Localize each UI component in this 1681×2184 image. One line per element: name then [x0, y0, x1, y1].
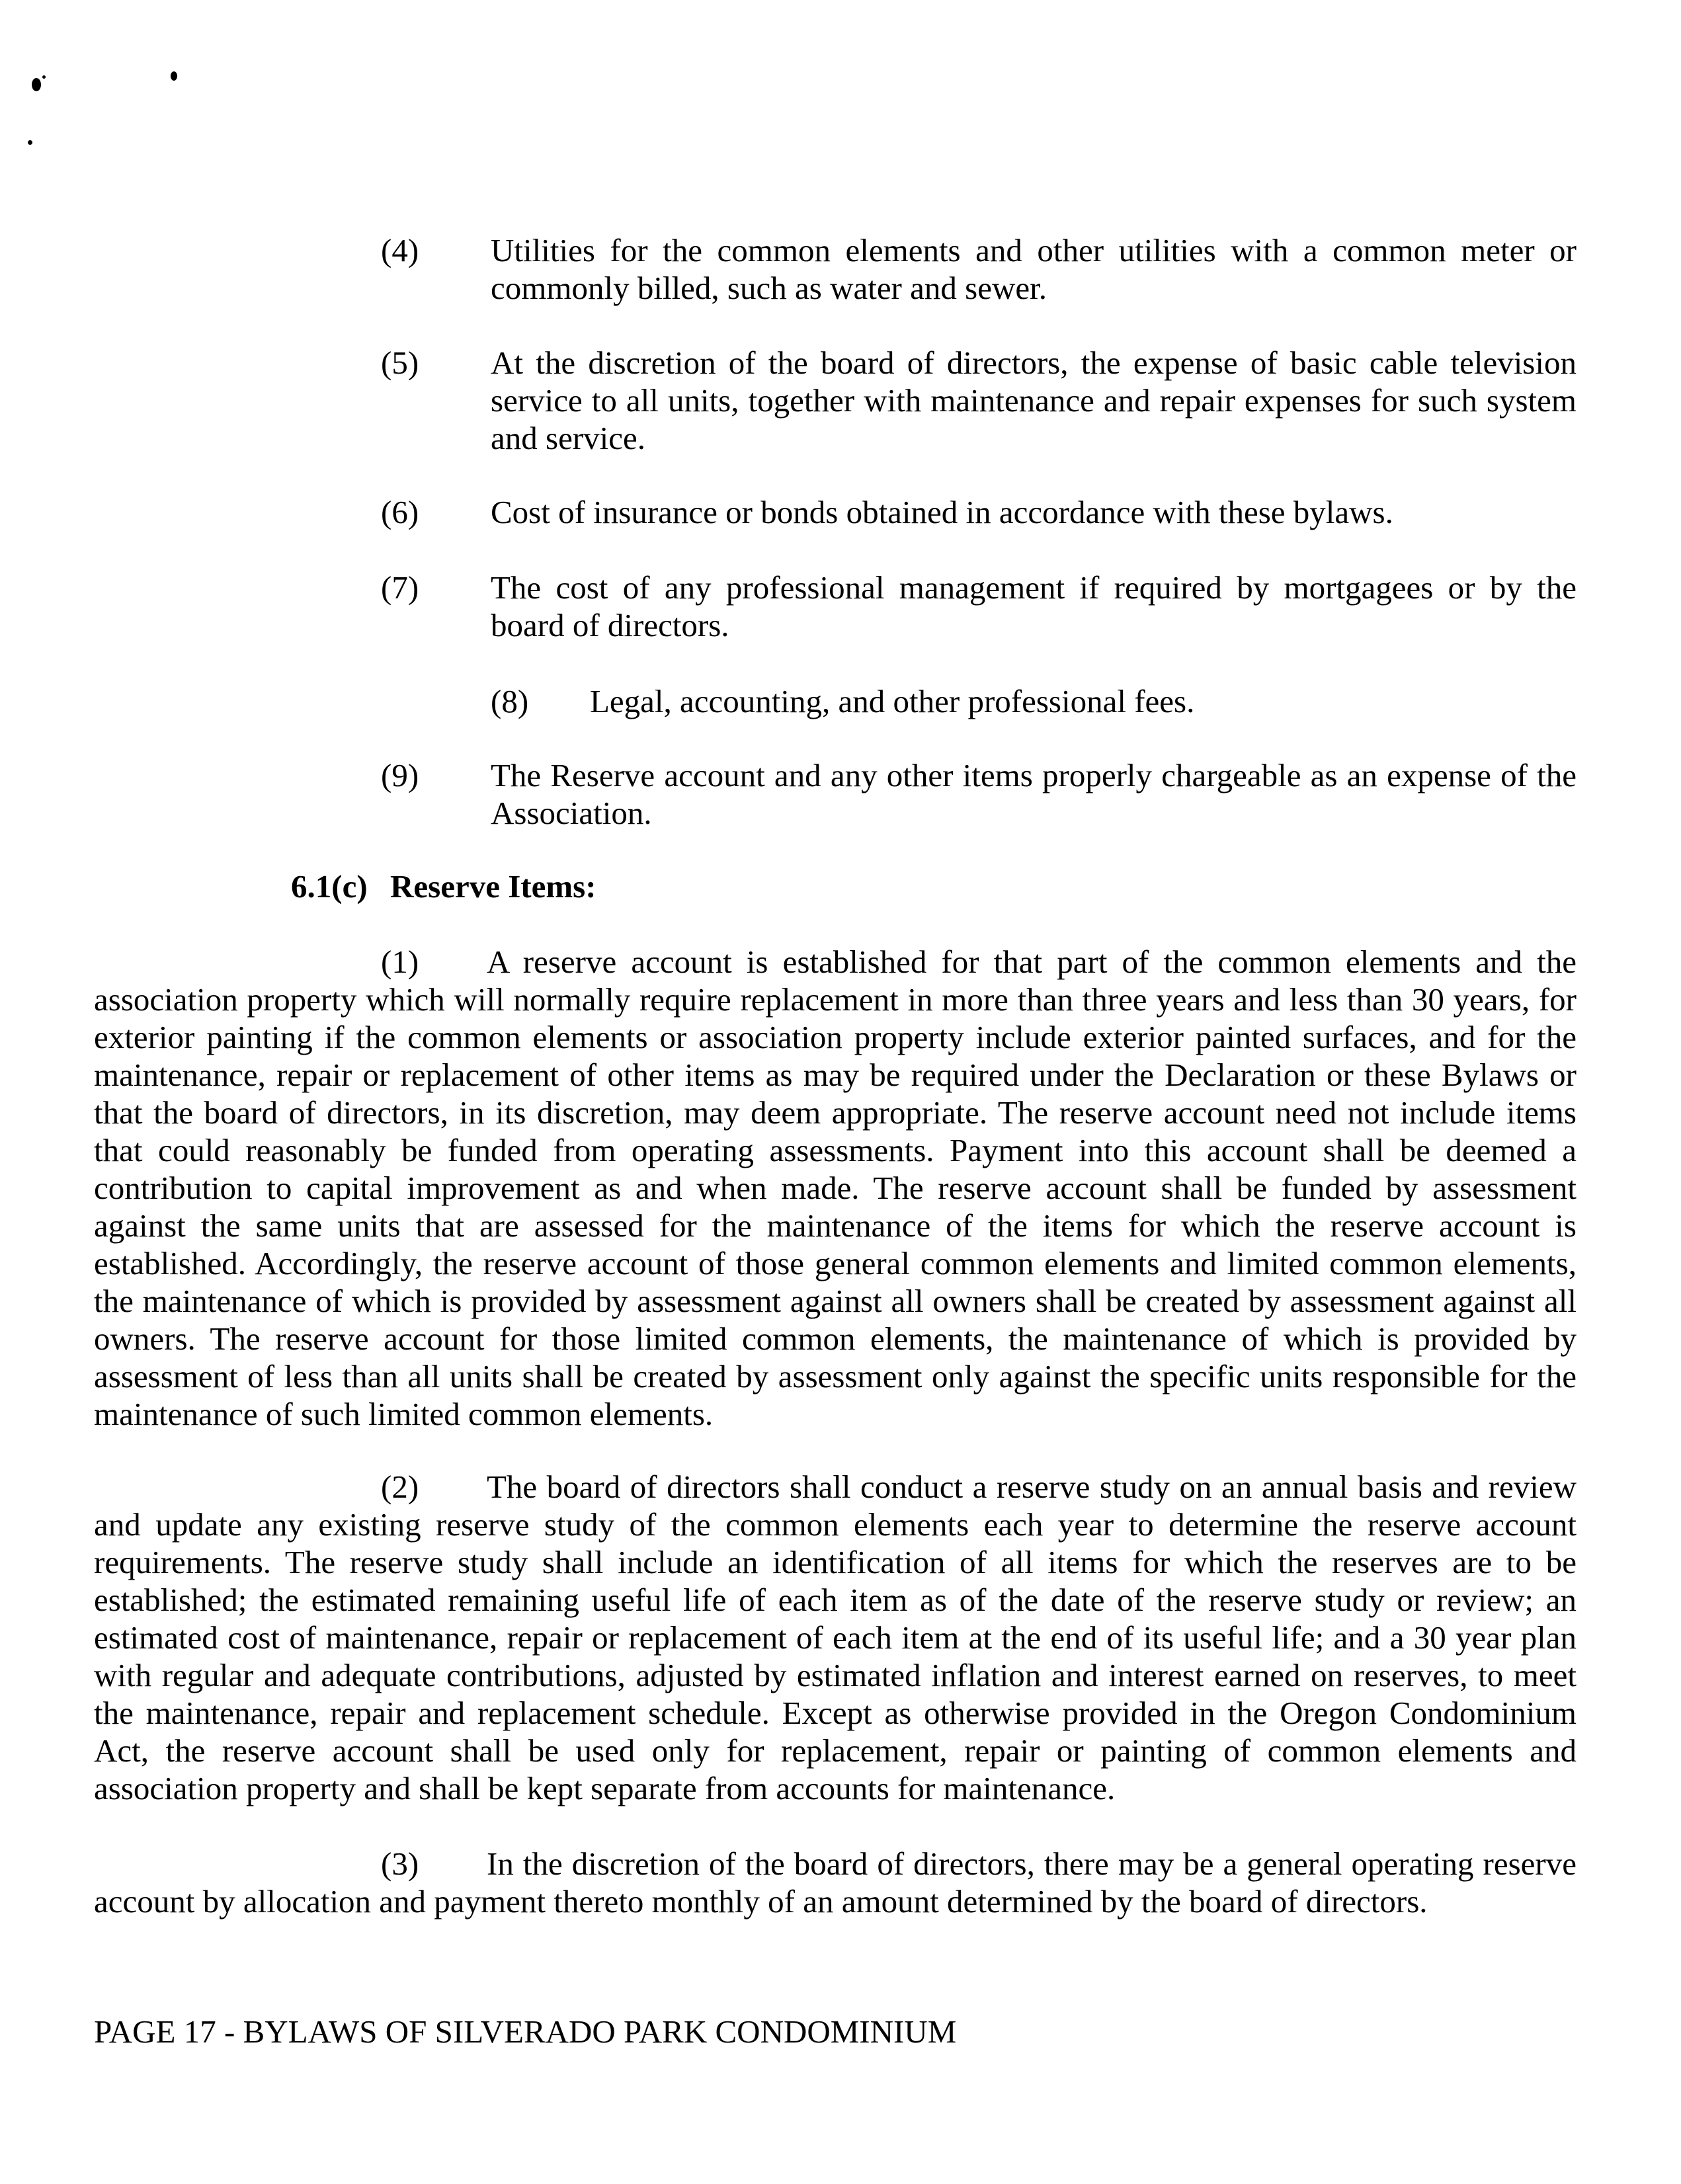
scan-speck — [42, 75, 46, 79]
paragraph-number: (3) — [381, 1845, 419, 1882]
section-title: Reserve Items: — [390, 868, 596, 905]
page-footer: PAGE 17 - BYLAWS OF SILVERADO PARK CONDOMINIUM — [94, 2013, 957, 2050]
list-item-text: Utilities for the common elements and other utilities with a common meter or commonly billed, such as water and sewer. — [491, 232, 1577, 306]
list-item-text: The cost of any professional management if required by mortgagees or by the board of directors. — [491, 569, 1577, 643]
scan-speck — [28, 140, 32, 145]
section-heading — [291, 868, 596, 905]
paragraph — [94, 1845, 1577, 1920]
scan-speck — [32, 78, 41, 91]
list-item — [381, 231, 1577, 307]
paragraph-text: In the discretion of the board of directors, there may be a general operating reserve account by allocation and payment thereto monthly of an amount determined by the board of directors. — [94, 1845, 1577, 1920]
list-item-number: (8) — [491, 683, 529, 719]
list-item-text: The Reserve account and any other items properly chargeable as an expense of the Association. — [491, 757, 1577, 831]
list-item — [381, 344, 1577, 457]
list-item — [491, 682, 1577, 720]
paragraph-number: (2) — [381, 1469, 419, 1505]
list-item — [381, 569, 1577, 644]
list-item-text: Legal, accounting, and other professional fees. — [590, 683, 1195, 719]
paragraph-text: A reserve account is established for that part of the common elements and the association property which will normally require replacement in more than three years and less than 30 years, for exterior painting if the common elements or association property include exterior painted surfaces, and for the maintenance, repair or replacement of other items as may be required under the Declaration or these Bylaws or that the board of directors, in its discretion, may deem appropriate. The reserve account need not include items that could reasonably be funded from operating assessments. Payment into this account shall be deemed a contribution to capital improvement as and when made. The reserve account shall be funded by assessment against the same units that are assessed for the maintenance of the items for which the reserve account is established. Accordingly, the reserve account of those general common elements and limited common elements, the maintenance of which is provided by assessment against all owners shall be created by assessment against all owners. The reserve account for those limited common elements, the maintenance of which is provided by assessment of less than all units shall be created by assessment only against the specific units responsible for the maintenance of such limited common elements. — [94, 944, 1577, 1432]
list-item-number: (7) — [381, 569, 419, 606]
paragraph-text: The board of directors shall conduct a reserve study on an annual basis and review and update any existing reserve study of the common elements each year to determine the reserve account requirements. The reserve study shall include an identification of all items for which the reserves are to be established; the estimated remaining useful life of each item as of the date of the reserve study or review; an estimated cost of maintenance, repair or replacement of each item at the end of its useful life; and a 30 year plan with regular and adequate contributions, adjusted by estimated inflation and interest earned on reserves, to meet the maintenance, repair and replacement schedule. Except as otherwise provided in the Oregon Condominium Act, the reserve account shall be used only for replacement, repair or painting of common elements and association property and shall be kept separate from accounts for maintenance. — [94, 1469, 1577, 1806]
paragraph — [94, 943, 1577, 1433]
list-item-number: (5) — [381, 344, 419, 381]
paragraph — [94, 1468, 1577, 1807]
list-item-number: (4) — [381, 232, 419, 268]
paragraph-number: (1) — [381, 944, 419, 980]
list-item — [381, 756, 1577, 832]
list-item-number: (9) — [381, 757, 419, 793]
scan-speck — [171, 71, 177, 81]
section-number: 6.1(c) — [291, 868, 368, 905]
list-item-text: Cost of insurance or bonds obtained in accordance with these bylaws. — [491, 494, 1393, 530]
list-item-number: (6) — [381, 494, 419, 530]
list-item-text: At the discretion of the board of directors, the expense of basic cable television service to all units, together with maintenance and repair expenses for such system and service. — [491, 344, 1577, 456]
list-item — [381, 493, 1577, 531]
